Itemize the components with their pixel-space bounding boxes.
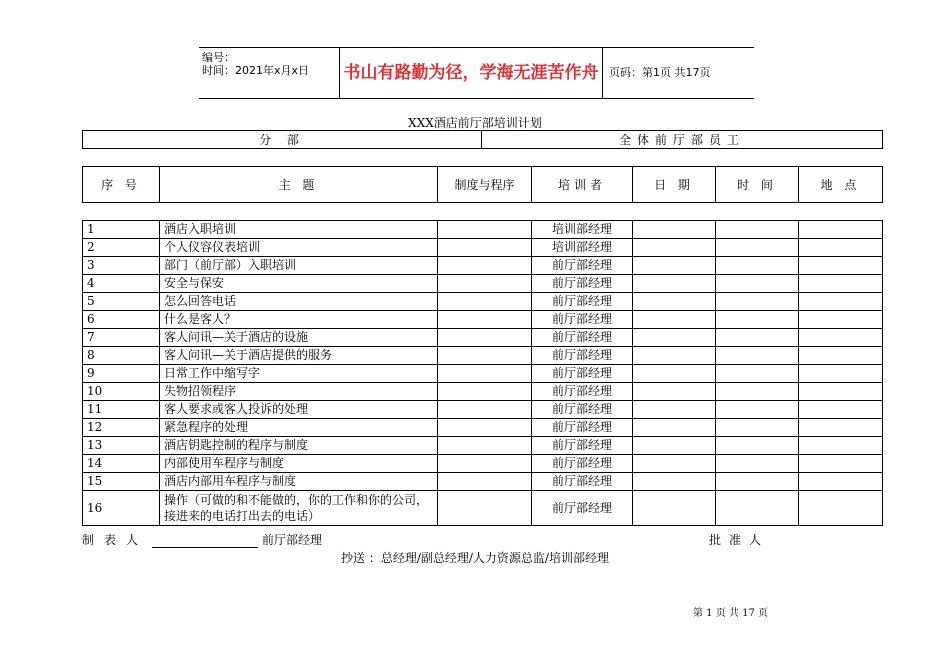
table-row — [83, 293, 883, 311]
row-time — [716, 491, 799, 526]
row-date — [633, 239, 716, 257]
document-title: XXX酒店前厅部培训计划 — [408, 116, 542, 130]
row-time — [716, 437, 799, 455]
row-topic: 客人要求或客人投诉的处理 — [160, 401, 438, 419]
department-value: 全体前厅部员工 — [482, 131, 883, 149]
row-procedure — [438, 239, 532, 257]
row-number: 4 — [83, 275, 160, 293]
row-procedure — [438, 347, 532, 365]
cc-line: 抄送 ：总经理/副总经理/人力资源总监/培训部经理 — [341, 551, 609, 565]
table-row — [83, 437, 883, 455]
row-trainer: 前厅部经理 — [532, 473, 633, 491]
row-location — [799, 347, 883, 365]
row-date — [633, 419, 716, 437]
row-procedure — [438, 311, 532, 329]
row-date — [633, 311, 716, 329]
table-row — [83, 329, 883, 347]
row-number: 16 — [83, 491, 160, 526]
header-meta — [199, 48, 339, 101]
row-date — [633, 347, 716, 365]
department-table — [82, 130, 883, 149]
row-date — [633, 275, 716, 293]
row-time — [716, 365, 799, 383]
row-procedure — [438, 257, 532, 275]
row-number: 12 — [83, 419, 160, 437]
row-trainer: 前厅部经理 — [532, 293, 633, 311]
row-number: 10 — [83, 383, 160, 401]
row-topic: 客人问讯—关于酒店的设施 — [160, 329, 438, 347]
row-trainer: 前厅部经理 — [532, 419, 633, 437]
column-header-date: 日 期 — [633, 167, 716, 203]
row-number: 8 — [83, 347, 160, 365]
row-topic: 个人仪容仪表培训 — [160, 239, 438, 257]
row-time — [716, 473, 799, 491]
row-date — [633, 473, 716, 491]
row-time — [716, 455, 799, 473]
row-trainer: 培训部经理 — [532, 221, 633, 239]
motto: 书山有路勤为径，学海无涯苦作舟 — [339, 48, 603, 98]
row-topic: 酒店入职培训 — [160, 221, 438, 239]
row-procedure — [438, 455, 532, 473]
time-label: 时间：2021年x月x日 — [202, 64, 310, 77]
table-row — [83, 239, 883, 257]
row-trainer: 前厅部经理 — [532, 437, 633, 455]
row-number: 11 — [83, 401, 160, 419]
row-location — [799, 239, 883, 257]
row-procedure — [438, 473, 532, 491]
row-number: 2 — [83, 239, 160, 257]
row-number: 13 — [83, 437, 160, 455]
row-number: 3 — [83, 257, 160, 275]
row-procedure — [438, 491, 532, 526]
row-number: 1 — [83, 221, 160, 239]
row-time — [716, 293, 799, 311]
row-number: 7 — [83, 329, 160, 347]
row-time — [716, 419, 799, 437]
row-date — [633, 365, 716, 383]
column-header-table — [82, 166, 883, 203]
table-row — [83, 383, 883, 401]
row-topic: 安全与保安 — [160, 275, 438, 293]
row-location — [799, 275, 883, 293]
row-time — [716, 275, 799, 293]
row-trainer: 前厅部经理 — [532, 491, 633, 526]
column-header-time: 时 间 — [716, 167, 799, 203]
table-row — [83, 473, 883, 491]
row-trainer: 前厅部经理 — [532, 401, 633, 419]
row-procedure — [438, 419, 532, 437]
row-time — [716, 221, 799, 239]
row-procedure — [438, 383, 532, 401]
row-time — [716, 239, 799, 257]
row-procedure — [438, 275, 532, 293]
training-table — [82, 220, 883, 526]
row-date — [633, 437, 716, 455]
row-time — [716, 257, 799, 275]
row-topic: 酒店内部用车程序与制度 — [160, 473, 438, 491]
row-topic: 失物招领程序 — [160, 383, 438, 401]
row-time — [716, 347, 799, 365]
row-trainer: 前厅部经理 — [532, 257, 633, 275]
table-row — [83, 365, 883, 383]
row-location — [799, 401, 883, 419]
row-location — [799, 257, 883, 275]
row-trainer: 培训部经理 — [532, 239, 633, 257]
row-topic: 怎么回答电话 — [160, 293, 438, 311]
row-number: 14 — [83, 455, 160, 473]
row-topic: 酒店钥匙控制的程序与制度 — [160, 437, 438, 455]
row-number: 5 — [83, 293, 160, 311]
row-trainer: 前厅部经理 — [532, 455, 633, 473]
row-date — [633, 221, 716, 239]
page-footer: 第 1 页 共 17 页 — [693, 608, 768, 619]
approved-by-label: 批准人 — [709, 533, 770, 547]
row-location — [799, 455, 883, 473]
row-trainer: 前厅部经理 — [532, 311, 633, 329]
row-date — [633, 329, 716, 347]
column-header-procedure: 制度与程序 — [438, 167, 532, 203]
row-procedure — [438, 293, 532, 311]
row-location — [799, 419, 883, 437]
row-location — [799, 383, 883, 401]
table-row — [83, 347, 883, 365]
row-location — [799, 473, 883, 491]
row-location — [799, 311, 883, 329]
row-topic: 紧急程序的处理 — [160, 419, 438, 437]
row-procedure — [438, 401, 532, 419]
row-location — [799, 491, 883, 526]
row-trainer: 前厅部经理 — [532, 329, 633, 347]
row-location — [799, 293, 883, 311]
table-row — [83, 455, 883, 473]
row-location — [799, 329, 883, 347]
row-time — [716, 401, 799, 419]
signature-line — [82, 531, 882, 548]
row-number: 15 — [83, 473, 160, 491]
row-trainer: 前厅部经理 — [532, 365, 633, 383]
table-row — [83, 491, 883, 526]
row-time — [716, 383, 799, 401]
row-procedure — [438, 437, 532, 455]
row-date — [633, 257, 716, 275]
row-topic: 部门（前厅部）入职培训 — [160, 257, 438, 275]
row-procedure — [438, 329, 532, 347]
row-topic: 客人问讯—关于酒店提供的服务 — [160, 347, 438, 365]
table-row — [83, 311, 883, 329]
department-label: 分 部 — [83, 131, 482, 149]
row-location — [799, 437, 883, 455]
row-topic: 操作（可做的和不能做的，你的工作和你的公司，接进来的电话打出去的电话） — [160, 491, 438, 526]
table-row — [83, 221, 883, 239]
row-date — [633, 293, 716, 311]
table-row — [83, 257, 883, 275]
row-date — [633, 455, 716, 473]
row-trainer: 前厅部经理 — [532, 275, 633, 293]
page-label: 页码：第1页 共17页 — [609, 66, 711, 79]
row-location — [799, 365, 883, 383]
row-time — [716, 311, 799, 329]
signature-blank — [152, 535, 258, 548]
row-number: 9 — [83, 365, 160, 383]
row-number: 6 — [83, 311, 160, 329]
prepared-by-dept: 前厅部经理 — [262, 533, 323, 547]
row-location — [799, 221, 883, 239]
row-date — [633, 401, 716, 419]
row-procedure — [438, 365, 532, 383]
row-time — [716, 329, 799, 347]
row-trainer: 前厅部经理 — [532, 347, 633, 365]
row-topic: 内部使用车程序与制度 — [160, 455, 438, 473]
row-date — [633, 383, 716, 401]
row-topic: 日常工作中缩写字 — [160, 365, 438, 383]
table-row — [83, 275, 883, 293]
number-label: 编号： — [202, 51, 235, 64]
column-header-location: 地 点 — [799, 167, 883, 203]
document-header — [199, 47, 754, 99]
table-row — [83, 419, 883, 437]
row-trainer: 前厅部经理 — [532, 383, 633, 401]
column-header-trainer: 培训者 — [532, 167, 633, 203]
row-procedure — [438, 221, 532, 239]
row-date — [633, 491, 716, 526]
column-header-topic: 主 题 — [160, 167, 438, 203]
table-row — [83, 401, 883, 419]
prepared-by-label: 制表人 — [82, 533, 149, 547]
column-header-no: 序 号 — [83, 167, 160, 203]
row-topic: 什么是客人？ — [160, 311, 438, 329]
